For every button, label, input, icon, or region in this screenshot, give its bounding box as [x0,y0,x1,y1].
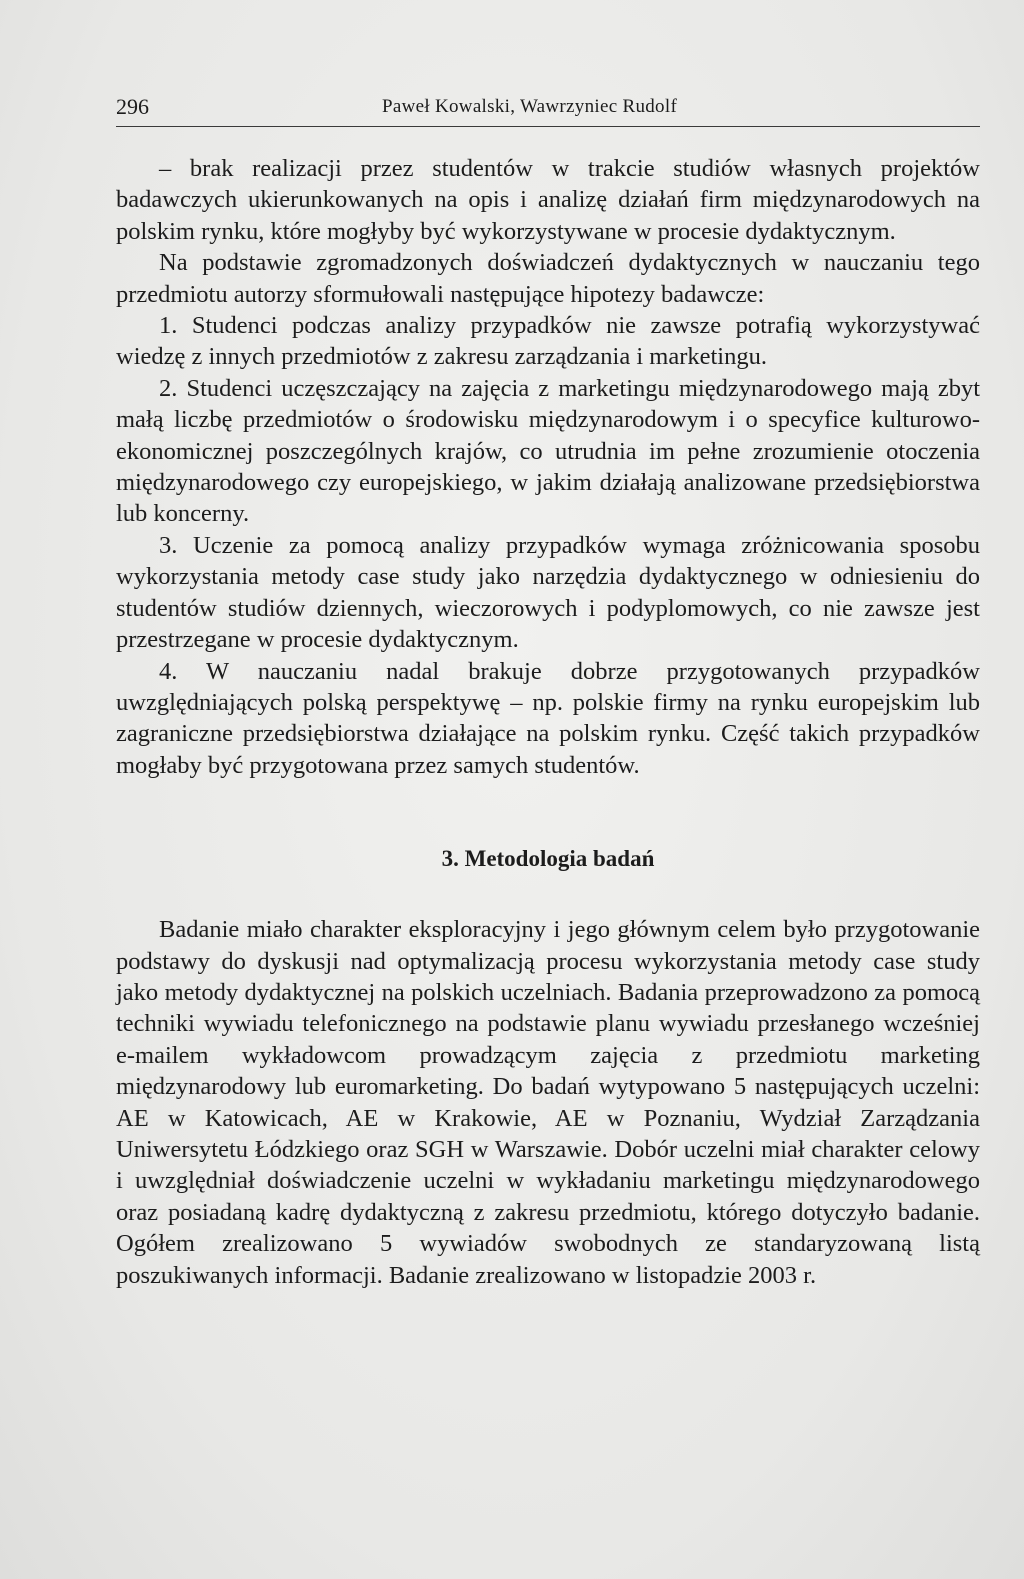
running-head: Paweł Kowalski, Wawrzyniec Rudolf [382,96,678,117]
page-number: 296 [116,94,149,119]
hypothesis-2: 2. Studenci uczęszczający na zajęcia z marketingu międzynarodowego mają zbyt małą liczbę przedmiotów o środowisku międzynarodowym i o specyfice kulturowo-ekonomicznej poszczególnych krajów, co utrudnia im pełne zrozumienie otoczenia międzynarodowego czy europejskiego, w jakim działają analizowane przedsiębiorstwa lub koncerny. [116,374,980,528]
section-heading: 3. Metodologia badań [441,846,655,872]
hypothesis-1: 1. Studenci podczas analizy przypadków nie zawsze potrafią wykorzystywać wiedzę z innych przedmiotów z zakresu zarządzania i marketingu. [116,312,980,371]
page-header [116,92,980,127]
hypotheses-intro-paragraph: Na podstawie zgromadzonych doświadczeń dydaktycznych w nauczaniu tego przedmiotu autorzy sformułowali następujące hipotezy badawcze: [116,249,980,308]
methodology-paragraph: Badanie miało charakter eksploracyjny i jego głównym celem było przygotowanie podstawy do dyskusji nad optymalizacją procesu wykorzystania metody case study jako metody dydaktycznej na polskich uczelniach. Badania przeprowadzono za pomocą techniki wywiadu telefonicznego na podstawie planu wywiadu przesłanego wcześniej e-mailem wykładowcom prowadzącym zajęcia z przedmiotu marketing międzynarodowy lub euromarketing. Do badań wytypowano 5 następujących uczelni: AE w Katowicach, AE w Krakowie, AE w Poznaniu, Wydział Zarządzania Uniwersytetu Łódzkiego oraz SGH w Warszawie. Dobór uczelni miał charakter celowy i uwzględniał doświadczenie uczelni w wykładaniu marketingu międzynarodowego oraz posiadaną kadrę dydaktyczną z zakresu przedmiotu, którego dotyczyło badanie. Ogółem zrealizowano 5 wywiadów swobodnych ze standaryzowaną listą poszukiwanych informacji. Badanie zrealizowano w listopadzie 2003 r. [116,916,980,1289]
hypothesis-3: 3. Uczenie za pomocą analizy przypadków wymaga zróżnicowania sposobu wykorzystania metody case study jako narzędzia dydaktycznego w odniesieniu do studentów studiów dziennych, wieczorowych i podyplomowych, co nie zawsze jest przestrzegane w procesie dydaktycznym. [116,531,980,654]
hypothesis-4: 4. W nauczaniu nadal brakuje dobrze przygotowanych przypadków uwzględniających polską perspektywę – np. polskie firmy na rynku europejskim lub zagraniczne przedsiębiorstwa działające na polskim rynku. Część takich przypadków mogłaby być przygotowana przez samych studentów. [116,657,980,779]
list-item-paragraph: – brak realizacji przez studentów w trakcie studiów własnych projektów badawczych ukierunkowanych na opis i analizę działań firm międzynarodowych na polskim rynku, które mogłyby być wykorzystywane w procesie dydaktycznym. [116,155,980,245]
page-body [116,153,980,1291]
